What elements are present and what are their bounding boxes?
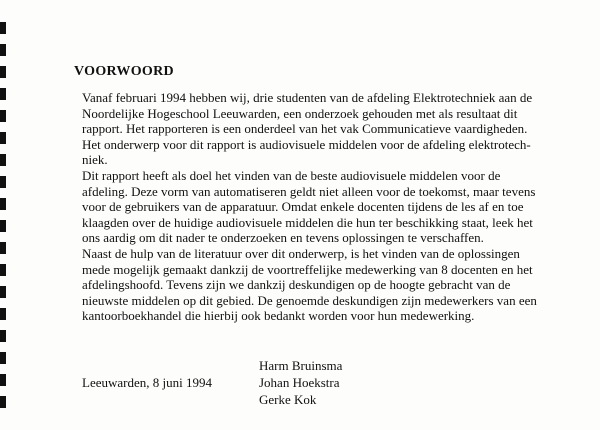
paragraph-line: niek.	[82, 152, 108, 168]
binding-holes	[0, 0, 10, 430]
paragraph-line: afdelingshoofd. Tevens zijn we dankzij deskundigen op de hoogte gebracht van de	[82, 277, 511, 293]
paragraph-line: kantoorboekhandel die hierbij ook bedankt worden voor hun medewerking.	[82, 308, 475, 324]
paragraph-line: afdeling. Deze vorm van automatiseren geldt niet alleen voor de toekomst, maar tevens	[82, 183, 536, 199]
paragraph-line: Het onderwerp voor dit rapport is audiovisuele middelen voor de afdeling elektrotech-	[82, 136, 531, 152]
author-name: Gerke Kok	[259, 392, 317, 407]
paragraph-line: voor de gebruikers van de apparatuur. Omdat enkele docenten tijdens de les af en toe	[82, 199, 524, 215]
paragraph-line: nieuwste middelen op dit gebied. De genoemde deskundigen zijn medewerkers van een	[82, 292, 537, 308]
paragraph-line: klaagden over de huidige audiovisuele middelen die hun ter beschikking staat, leek het	[82, 214, 533, 230]
paragraph-line: Naast de hulp van de literatuur over dit onderwerp, is het vinden van de oplossingen	[82, 245, 520, 261]
page-title: VOORWOORD	[74, 64, 174, 79]
foreword-paragraph	[82, 90, 600, 324]
paragraph-line: rapport. Het rapporteren is een onderdeel van het vak Communicatieve vaardigheden.	[82, 121, 528, 137]
place-and-date: Leeuwarden, 8 juni 1994	[82, 375, 212, 390]
paragraph-line: Dit rapport heeft als doel het vinden van de beste audiovisuele middelen voor de	[82, 167, 501, 183]
paragraph-line: mede mogelijk gemaakt dankzij de voortreffelijke medewerking van 8 docenten en het	[82, 261, 533, 277]
author-name: Johan Hoekstra	[259, 375, 340, 390]
paragraph-line: ons aardig om dit nader te onderzoeken en tevens oplossingen te verschaffen.	[82, 230, 484, 246]
paragraph-line: Noordelijke Hogeschool Leeuwarden, een onderzoek gehouden met als resultaat dit	[82, 105, 518, 121]
paragraph-line: Vanaf februari 1994 hebben wij, drie studenten van de afdeling Elektrotechniek aan de	[82, 90, 533, 105]
author-name: Harm Bruinsma	[259, 358, 343, 373]
author-list	[259, 357, 342, 408]
